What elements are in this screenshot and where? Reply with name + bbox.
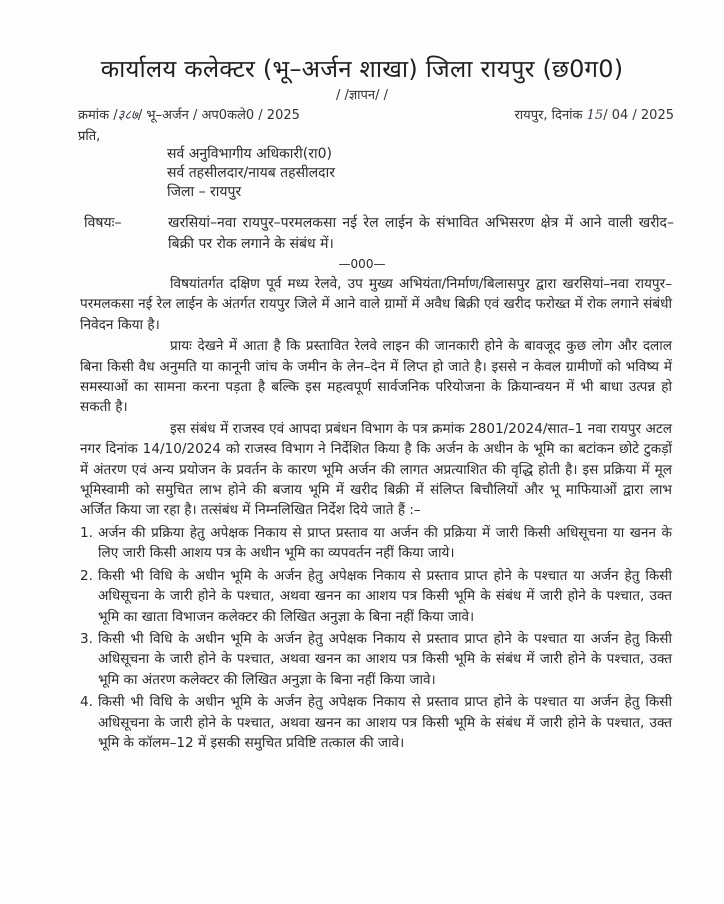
document-date <box>514 105 674 123</box>
reference-suffix: / भू–अर्जन / अप0कले0 / 2025 <box>137 108 300 123</box>
addressee-line: सर्व अनुविभागीय अधिकारी(रा0) <box>167 146 332 162</box>
directive-number: 3. <box>80 630 93 647</box>
to-label: प्रति, <box>78 129 101 144</box>
addressee-line: सर्व तहसीलदार/नायब तहसीलदार <box>167 165 335 181</box>
handwritten-date-day: 15 <box>586 108 604 123</box>
subject-label: विषयः– <box>84 215 122 231</box>
directive-item <box>80 566 672 627</box>
directive-item <box>80 523 672 564</box>
memo-label: / /ज्ञापन/ / <box>335 88 389 103</box>
date-prefix: रायपुर, दिनांक <box>514 108 583 123</box>
directive-text: किसी भी विधि के अधीन भूमि के अर्जन हेतु अपेक्षक निकाय से प्रस्ताव प्राप्त होने के पश्चात या अर्जन हेतु किसी अधिसूचना के जारी होने के पश्चात, अथवा खनन का आशय पत्र किसी भूमि के संबंध में जारी होने के पश्चात, उक्त भूमि का अंतरण कलेक्टर की लिखित अनुज्ञा के बिना नहीं किया जावे। <box>98 630 673 688</box>
directive-item <box>80 629 672 690</box>
reference-number <box>78 105 300 123</box>
subject-text: खरसियां–नवा रायपुर–परमलकसा नई रेल लाईन के संभावित अभिसरण क्षेत्र में आने वाली खरीद–बिक्री पर रोक लगाने के संबंध में। <box>168 215 674 252</box>
body-paragraph: विषयांतर्गत दक्षिण पूर्व मध्य रेलवे, उप मुख्य अभियंता/निर्माण/बिलासपुर द्वारा खरसियां–नवा रायपुर–परमलकसा नई रेल लाईन के अंतर्गत रायपुर जिले में आने वाले ग्रामों में अवैध बिक्री एवं खरीद फरोख्त में रोक लगाने संबंधी निवेदन किया है। <box>80 276 672 333</box>
reference-prefix: क्रमांक / <box>78 108 118 123</box>
addressee-line: जिला – रायपुर <box>167 184 242 200</box>
handwritten-reference-number: ३८७ <box>117 108 138 123</box>
addressee-block <box>167 145 335 202</box>
directive-number: 4. <box>80 694 93 711</box>
directive-text: अर्जन की प्रक्रिया हेतु अपेक्षक निकाय से प्राप्त प्रस्ताव या अर्जन की प्रक्रिया में जारी किसी अधिसूचना या खनन के लिए जारी किसी आशय पत्र के अधीन भूमि का व्यपवर्तन नहीं किया जाये। <box>98 524 672 562</box>
separator: —000— <box>338 257 386 271</box>
directives-list <box>80 523 672 753</box>
date-suffix: / 04 / 2025 <box>603 108 674 123</box>
office-heading: कार्यालय कलेक्टर (भू–अर्जन शाखा) जिला रायपुर (छ0ग0) <box>100 55 624 83</box>
body-paragraph: इस संबंध में राजस्व एवं आपदा प्रबंधन विभाग के पत्र क्रमांक 2801/2024/सात–1 नवा रायपुर अटल नगर दिनांक 14/10/2024 को राजस्व विभाग ने निर्देशित किया है कि अर्जन के अधीन के भूमि का बटांकन छोटे टुकड़ों में अंतरण एवं अन्य प्रयोजन के प्रवर्तन के कारण भूमि अर्जन की लागत अप्रत्याशित की वृद्धि होती है। इस प्रक्रिया में मूल भूमिस्वामी को समुचित लाभ होने की बजाय भूमि में खरीद बिक्री में संलिप्त बिचौलियों और भू माफियाओं द्वारा लाभ अर्जित किया जा रहा है। तत्संबंध में निम्नलिखित निर्देश दिये जाते हैं :– <box>80 420 672 519</box>
document-body <box>80 274 672 753</box>
directive-number: 2. <box>80 567 93 584</box>
directive-number: 1. <box>80 524 93 541</box>
directive-text: किसी भी विधि के अधीन भूमि के अर्जन हेतु अपेक्षक निकाय से प्रस्ताव प्राप्त होने के पश्चात या अर्जन हेतु किसी अधिसूचना के जारी होने के पश्चात, अथवा खनन का आशय पत्र किसी भूमि के संबंध में जारी होने के पश्चात, उक्त भूमि के कॉलम–12 में इसकी समुचित प्रविष्टि तत्काल की जावे। <box>98 694 673 751</box>
reference-row <box>78 105 674 123</box>
directive-item <box>80 692 672 753</box>
subject-block <box>84 213 674 255</box>
directive-text: किसी भी विधि के अधीन भूमि के अर्जन हेतु अपेक्षक निकाय से प्रस्ताव प्राप्त होने के पश्चात या अर्जन हेतु किसी अधिसूचना के जारी होने के पश्चात, अथवा खनन का आशय पत्र किसी भूमि के संबंध में जारी होने के पश्चात, उक्त भूमि का खाता विभाजन कलेक्टर की लिखित अनुज्ञा के बिना नहीं किया जावे। <box>98 567 673 625</box>
body-paragraph: प्रायः देखने में आता है कि प्रस्तावित रेलवे लाइन की जानकारी होने के बावजूद कुछ लोग और दलाल बिना किसी वैध अनुमति या कानूनी जांच के जमीन के लेन–देन में लिप्त हो जाते है। इससे न केवल ग्रामीणों को भविष्य में समस्याओं का सामना करना पड़ता है बल्कि इस महत्वपूर्ण सार्वजनिक परियोजना के क्रियान्वयन में भी बाधा उत्पन्न हो सकती है। <box>80 338 672 416</box>
